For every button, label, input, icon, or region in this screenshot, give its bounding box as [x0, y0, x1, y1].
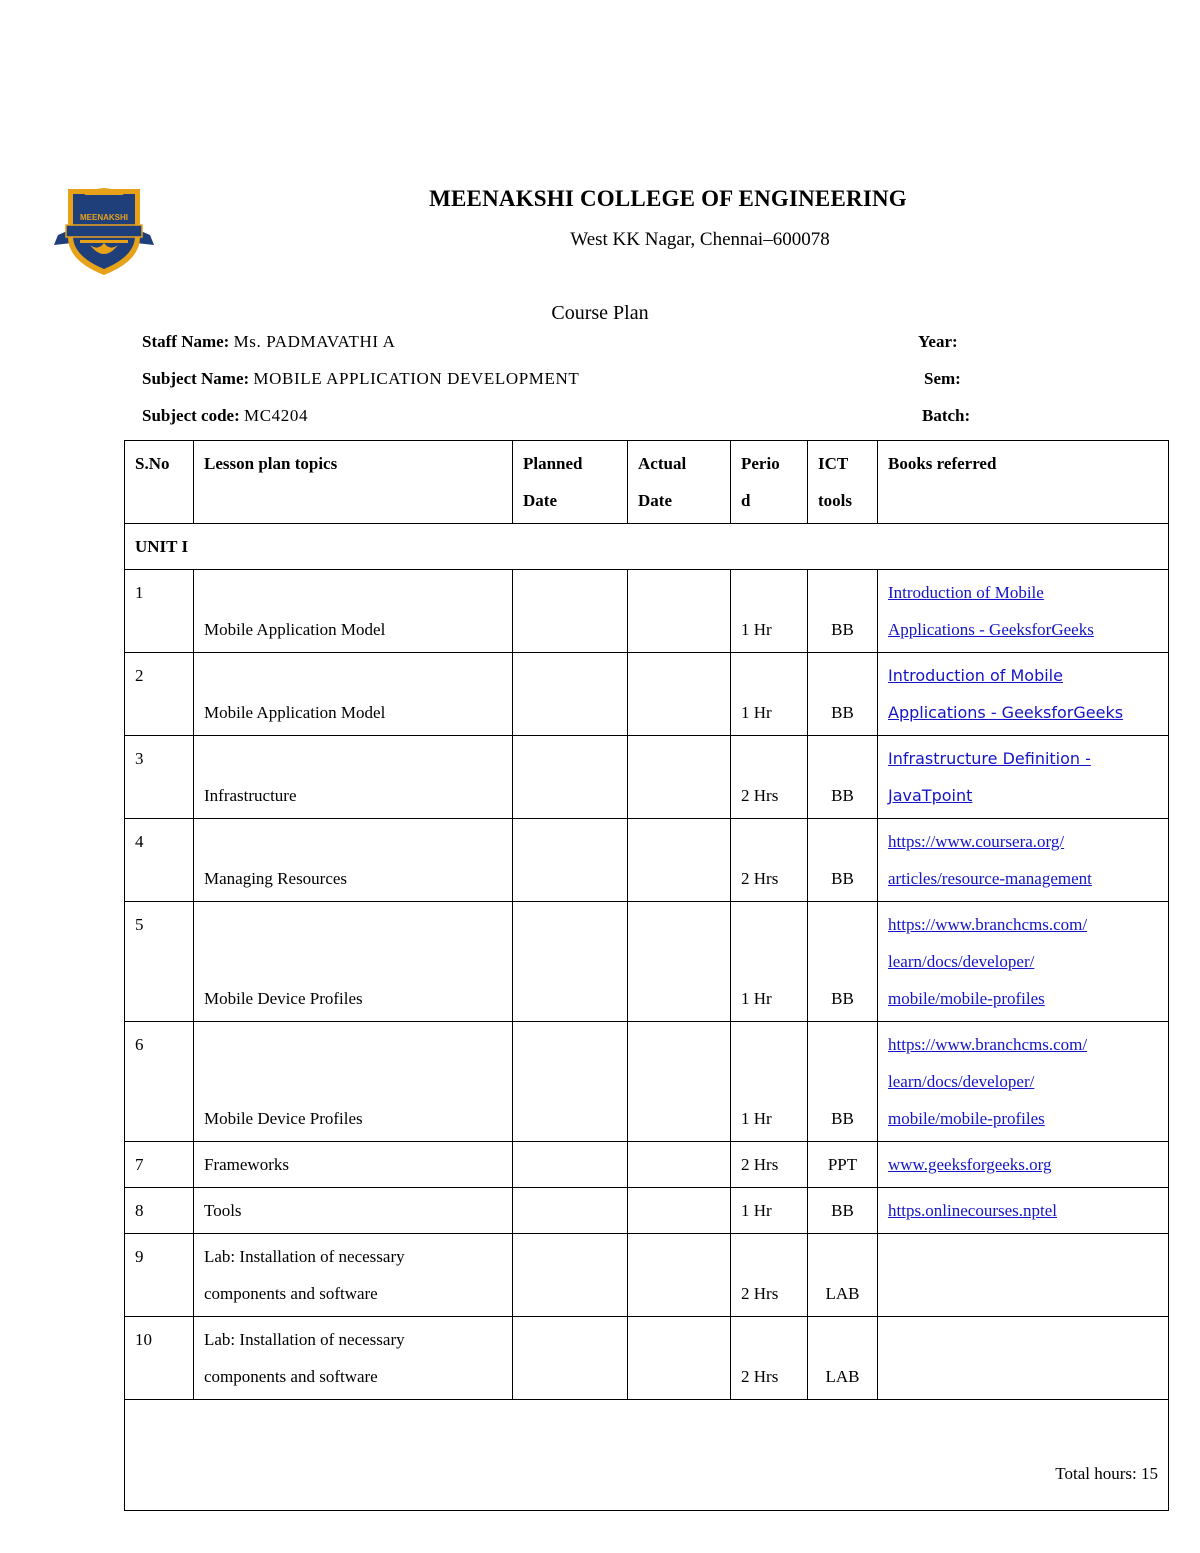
- row-period: [731, 1188, 808, 1234]
- row-ict-tool: [808, 653, 878, 736]
- unit-label: UNIT I: [125, 524, 1169, 570]
- row-period-text: 2 Hrs: [741, 786, 779, 805]
- row-sno-text: 10: [135, 1330, 152, 1349]
- row-sno: [125, 819, 194, 902]
- row-topic: [194, 736, 513, 819]
- row-actual-date: [628, 819, 731, 902]
- row-topic: [194, 1317, 513, 1400]
- reference-link[interactable]: mobile/mobile-profiles: [888, 1109, 1045, 1128]
- row-ict-tool: [808, 1022, 878, 1142]
- row-sno-text: 8: [135, 1201, 144, 1220]
- row-actual-date: [628, 902, 731, 1022]
- subject-code-value: MC4204: [243, 406, 309, 425]
- row-sno: [125, 653, 194, 736]
- row-period: [731, 653, 808, 736]
- college-address: West KK Nagar, Chennai–600078: [570, 229, 830, 250]
- row-actual-date: [628, 1188, 731, 1234]
- unit-row: [125, 524, 1169, 570]
- reference-link[interactable]: Introduction of Mobile: [888, 666, 1063, 685]
- row-period-text: 1 Hr: [741, 620, 772, 639]
- header-actual-line1: Actual: [638, 454, 687, 473]
- row-sno-text: 6: [135, 1035, 144, 1054]
- row-sno-text: 7: [135, 1155, 144, 1174]
- table-row: [125, 819, 1169, 902]
- reference-link[interactable]: Applications - GeeksforGeeks: [888, 703, 1124, 722]
- header-planned-date: [513, 441, 628, 524]
- row-ict-tool: [808, 819, 878, 902]
- table-row: [125, 570, 1169, 653]
- table-row: [125, 1188, 1169, 1234]
- row-period: [731, 1142, 808, 1188]
- row-sno: [125, 570, 194, 653]
- row-ict-text: BB: [831, 620, 854, 639]
- row-period-text: 2 Hrs: [741, 869, 779, 888]
- row-topic-text: Infrastructure: [204, 786, 297, 805]
- row-ict-tool: [808, 570, 878, 653]
- row-period-text: 2 Hrs: [741, 1155, 779, 1174]
- reference-link[interactable]: www.geeksforgeeks.org: [888, 1155, 1052, 1174]
- row-ict-tool: [808, 1317, 878, 1400]
- header-ict-tools: [808, 441, 878, 524]
- subject-name-label: Subject Name:: [142, 369, 250, 388]
- row-period: [731, 570, 808, 653]
- row-sno: [125, 902, 194, 1022]
- row-period: [731, 1317, 808, 1400]
- row-books-referred: [878, 902, 1169, 1022]
- row-books-referred: [878, 1317, 1169, 1400]
- subject-name-line: [142, 369, 579, 389]
- row-topic-text: Mobile Application Model: [204, 703, 386, 722]
- row-sno: [125, 1022, 194, 1142]
- row-sno: [125, 1317, 194, 1400]
- table-row: [125, 1317, 1169, 1400]
- row-ict-text: BB: [831, 869, 854, 888]
- row-ict-tool: [808, 902, 878, 1022]
- row-topic: [194, 819, 513, 902]
- row-ict-text: BB: [831, 1201, 854, 1220]
- row-ict-tool: [808, 736, 878, 819]
- row-topic-text: Mobile Device Profiles: [204, 1109, 363, 1128]
- table-header-row: [125, 441, 1169, 524]
- row-planned-date: [513, 1234, 628, 1317]
- reference-link[interactable]: https.onlinecourses.nptel: [888, 1201, 1058, 1220]
- total-row: [125, 1400, 1169, 1511]
- row-ict-text: BB: [831, 703, 854, 722]
- row-sno: [125, 1188, 194, 1234]
- row-topic: [194, 570, 513, 653]
- subject-code-line: [142, 406, 308, 426]
- subject-code-label: Subject code:: [142, 406, 240, 425]
- row-books-referred: [878, 570, 1169, 653]
- reference-link[interactable]: https://www.branchcms.com/: [888, 1035, 1088, 1054]
- row-books-referred: [878, 1234, 1169, 1317]
- header-period-line1: Perio: [741, 454, 780, 473]
- header-topics: Lesson plan topics: [194, 441, 513, 524]
- table-row: [125, 1022, 1169, 1142]
- header-planned-line2: Date: [523, 491, 557, 510]
- row-topic-text: Tools: [204, 1201, 242, 1220]
- row-planned-date: [513, 1142, 628, 1188]
- row-books-referred: [878, 653, 1169, 736]
- table-row: [125, 1234, 1169, 1317]
- row-topic-line: components and software: [204, 1367, 378, 1386]
- reference-link[interactable]: learn/docs/developer/: [888, 1072, 1035, 1091]
- row-topic: [194, 1142, 513, 1188]
- row-period: [731, 736, 808, 819]
- row-planned-date: [513, 902, 628, 1022]
- row-actual-date: [628, 1142, 731, 1188]
- row-actual-date: [628, 1317, 731, 1400]
- row-planned-date: [513, 1022, 628, 1142]
- row-ict-text: LAB: [825, 1367, 860, 1386]
- row-books-referred: [878, 1188, 1169, 1234]
- row-period: [731, 902, 808, 1022]
- staff-name-label: Staff Name:: [142, 332, 230, 351]
- college-name: MEENAKSHI COLLEGE OF ENGINEERING: [429, 186, 907, 211]
- document-title: Course Plan: [551, 302, 649, 324]
- row-topic-text: Frameworks: [204, 1155, 289, 1174]
- header-actual-date: [628, 441, 731, 524]
- staff-name-line: [142, 332, 395, 352]
- row-topic-text: Managing Resources: [204, 869, 348, 888]
- row-period-text: 1 Hr: [741, 1109, 772, 1128]
- row-sno: [125, 1142, 194, 1188]
- row-planned-date: [513, 653, 628, 736]
- table-row: [125, 736, 1169, 819]
- table-row: [125, 1142, 1169, 1188]
- reference-link[interactable]: articles/resource-management: [888, 869, 1092, 888]
- reference-link[interactable]: Infrastructure Definition -: [888, 749, 1091, 768]
- batch-label: Batch:: [922, 406, 971, 425]
- row-ict-text: LAB: [825, 1284, 860, 1303]
- total-hours: Total hours: 15: [125, 1400, 1169, 1511]
- row-ict-text: BB: [831, 989, 854, 1008]
- row-actual-date: [628, 653, 731, 736]
- row-planned-date: [513, 1317, 628, 1400]
- row-planned-date: [513, 570, 628, 653]
- header-books: Books referred: [878, 441, 1169, 524]
- row-books-referred: [878, 1022, 1169, 1142]
- row-sno-text: 2: [135, 666, 144, 685]
- row-books-referred: [878, 819, 1169, 902]
- row-sno-text: 4: [135, 832, 144, 851]
- row-period-text: 2 Hrs: [741, 1284, 779, 1303]
- row-actual-date: [628, 570, 731, 653]
- subject-name-value: MOBILE APPLICATION DEVELOPMENT: [253, 369, 580, 388]
- row-topic: [194, 1022, 513, 1142]
- row-sno-text: 1: [135, 583, 144, 602]
- row-ict-tool: [808, 1142, 878, 1188]
- row-topic-line: components and software: [204, 1284, 378, 1303]
- row-sno: [125, 1234, 194, 1317]
- row-ict-text: BB: [831, 1109, 854, 1128]
- row-actual-date: [628, 1234, 731, 1317]
- row-actual-date: [628, 736, 731, 819]
- header-ict-line2: tools: [818, 491, 852, 510]
- row-planned-date: [513, 1188, 628, 1234]
- row-planned-date: [513, 819, 628, 902]
- logo-text: MEENAKSHI: [79, 213, 129, 222]
- row-period-text: 1 Hr: [741, 1201, 772, 1220]
- row-period-text: 2 Hrs: [741, 1367, 779, 1386]
- row-period-text: 1 Hr: [741, 703, 772, 722]
- course-plan-table: [124, 440, 1169, 1511]
- row-period: [731, 1234, 808, 1317]
- row-ict-text: BB: [831, 786, 854, 805]
- row-books-referred: [878, 736, 1169, 819]
- year-label: Year:: [918, 332, 958, 351]
- reference-link[interactable]: Applications - GeeksforGeeks: [888, 620, 1094, 639]
- table-row: [125, 653, 1169, 736]
- reference-link[interactable]: Introduction of Mobile: [888, 583, 1044, 602]
- row-topic-text: Mobile Application Model: [204, 620, 386, 639]
- reference-link[interactable]: https://www.branchcms.com/: [888, 915, 1088, 934]
- reference-link[interactable]: JavaTpoint: [888, 786, 973, 805]
- header-ict-line1: ICT: [818, 454, 849, 473]
- row-ict-tool: [808, 1188, 878, 1234]
- row-books-referred: [878, 1142, 1169, 1188]
- row-ict-tool: [808, 1234, 878, 1317]
- row-topic: [194, 902, 513, 1022]
- row-topic-text: Mobile Device Profiles: [204, 989, 363, 1008]
- reference-link[interactable]: https://www.coursera.org/: [888, 832, 1065, 851]
- row-sno: [125, 736, 194, 819]
- row-period-text: 1 Hr: [741, 989, 772, 1008]
- sem-label: Sem:: [924, 369, 961, 388]
- row-sno-text: 9: [135, 1247, 144, 1266]
- reference-link[interactable]: mobile/mobile-profiles: [888, 989, 1045, 1008]
- reference-link[interactable]: learn/docs/developer/: [888, 952, 1035, 971]
- row-topic: [194, 1188, 513, 1234]
- row-topic: [194, 1234, 513, 1317]
- row-period: [731, 1022, 808, 1142]
- header-period-line2: d: [741, 491, 751, 510]
- staff-name-value: Ms. PADMAVATHI A: [233, 332, 396, 351]
- row-topic-line: Lab: Installation of necessary: [204, 1330, 405, 1349]
- row-topic-line: Lab: Installation of necessary: [204, 1247, 405, 1266]
- row-topic: [194, 653, 513, 736]
- header-sno: S.No: [125, 441, 194, 524]
- row-planned-date: [513, 736, 628, 819]
- header-period: [731, 441, 808, 524]
- header-planned-line1: Planned: [523, 454, 583, 473]
- row-period: [731, 819, 808, 902]
- table-row: [125, 902, 1169, 1022]
- row-sno-text: 3: [135, 749, 144, 768]
- row-sno-text: 5: [135, 915, 144, 934]
- header-actual-line2: Date: [638, 491, 672, 510]
- row-actual-date: [628, 1022, 731, 1142]
- row-ict-text: PPT: [827, 1155, 858, 1174]
